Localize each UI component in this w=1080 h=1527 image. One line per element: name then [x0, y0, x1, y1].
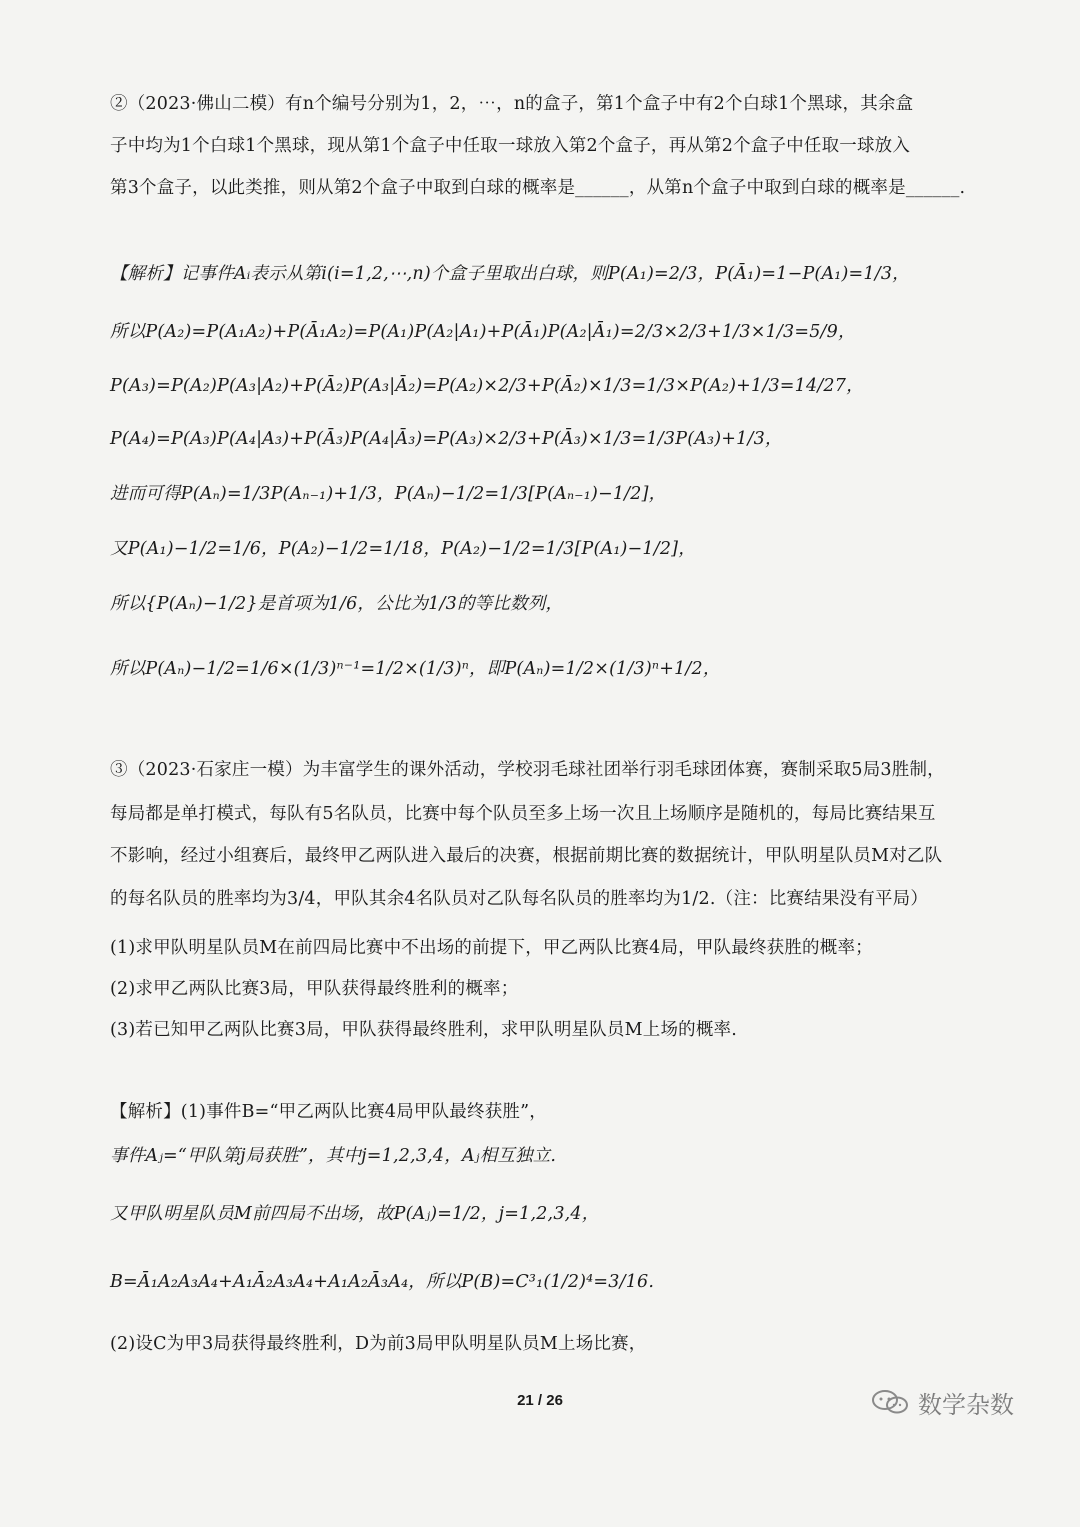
- solution-3-line-4: B=Ā₁A₂A₃A₄+A₁Ā₂A₃A₄+A₁A₂Ā₃A₄，所以P(B)=C³₁(1/2)⁴=3/16.: [110, 1272, 655, 1292]
- solution-2-line-5: 进而可得P(Aₙ)=1/3P(Aₙ₋₁)+1/3，P(Aₙ)−1/2=1/3[P(Aₙ₋₁)−1/2]，: [110, 484, 667, 504]
- solution-3-line-3: 又甲队明星队员M前四局不出场，故P(Aⱼ)=1/2，j=1,2,3,4，: [110, 1204, 600, 1224]
- solution-3-line-5: (2)设C为甲3局获得最终胜利，D为前3局甲队明星队员M上场比赛，: [110, 1334, 647, 1354]
- solution-2-line-6: 又P(A₁)−1/2=1/6，P(A₂)−1/2=1/18，P(A₂)−1/2=1/3[P(A₁)−1/2]，: [110, 539, 696, 559]
- question-3-part-3: (3)若已知甲乙两队比赛3局，甲队获得最终胜利，求甲队明星队员M上场的概率.: [110, 1020, 738, 1040]
- solution-3-line-2: 事件Aⱼ=“甲队第j局获胜”，其中j=1,2,3,4，Aⱼ相互独立.: [110, 1146, 557, 1166]
- solution-3-line-1: 【解析】(1)事件B=“甲乙两队比赛4局甲队最终获胜”，: [110, 1102, 547, 1122]
- solution-2-line-4: P(A₄)=P(A₃)P(A₄|A₃)+P(Ā₃)P(A₄|Ā₃)=P(A₃)×2/3+P(Ā₃)×1/3=1/3P(A₃)+1/3，: [110, 429, 783, 449]
- question-3-line-4: 的每名队员的胜率均为3/4，甲队其余4名队员对乙队每名队员的胜率均为1/2.（注：比赛结果没有平局）: [110, 889, 929, 909]
- wechat-icon: [870, 1388, 910, 1416]
- question-2-line-1: ②（2023·佛山二模）有n个编号分别为1，2，⋯，n的盒子，第1个盒子中有2个白球1个黑球，其余盒: [110, 94, 914, 114]
- wechat-watermark: [870, 1385, 1014, 1419]
- question-3-line-3: 不影响，经过小组赛后，最终甲乙两队进入最后的决赛，根据前期比赛的数据统计，甲队明星队员M对乙队: [110, 846, 943, 866]
- solution-2-line-3: P(A₃)=P(A₂)P(A₃|A₂)+P(Ā₂)P(A₃|Ā₂)=P(A₂)×2/3+P(Ā₂)×1/3=1/3×P(A₂)+1/3=14/27，: [110, 376, 864, 396]
- page-number: 21 / 26: [517, 1392, 563, 1409]
- solution-2-line-7: 所以{P(Aₙ)−1/2}是首项为1/6，公比为1/3的等比数列，: [110, 594, 564, 614]
- question-3-line-2: 每局都是单打模式，每队有5名队员，比赛中每个队员至多上场一次且上场顺序是随机的，每局比赛结果互: [110, 804, 936, 824]
- watermark-text: 数学杂数: [918, 1390, 1014, 1419]
- question-3-line-1: ③（2023·石家庄一模）为丰富学生的课外活动，学校羽毛球社团举行羽毛球团体赛，赛制采取5局3胜制，: [110, 760, 945, 780]
- solution-2-line-8: 所以P(Aₙ)−1/2=1/6×(1/3)ⁿ⁻¹=1/2×(1/3)ⁿ，即P(Aₙ)=1/2×(1/3)ⁿ+1/2，: [110, 659, 721, 679]
- question-3-part-2: (2)求甲乙两队比赛3局，甲队获得最终胜利的概率；: [110, 979, 519, 999]
- question-3-part-1: (1)求甲队明星队员M在前四局比赛中不出场的前提下，甲乙两队比赛4局，甲队最终获胜的概率；: [110, 938, 873, 958]
- question-2-line-3: 第3个盒子，以此类推，则从第2个盒子中取到白球的概率是______，从第n个盒子中取到白球的概率是______.: [110, 178, 966, 198]
- solution-2-line-1: 【解析】记事件Aᵢ表示从第i(i=1,2,⋯,n)个盒子里取出白球，则P(A₁)=2/3，P(Ā₁)=1−P(A₁)=1/3，: [110, 264, 910, 284]
- question-2-line-2: 子中均为1个白球1个黑球，现从第1个盒子中任取一球放入第2个盒子，再从第2个盒子中任取一球放入: [110, 136, 911, 156]
- solution-2-line-2: 所以P(A₂)=P(A₁A₂)+P(Ā₁A₂)=P(A₁)P(A₂|A₁)+P(Ā₁)P(A₂|Ā₁)=2/3×2/3+1/3×1/3=5/9，: [110, 322, 856, 342]
